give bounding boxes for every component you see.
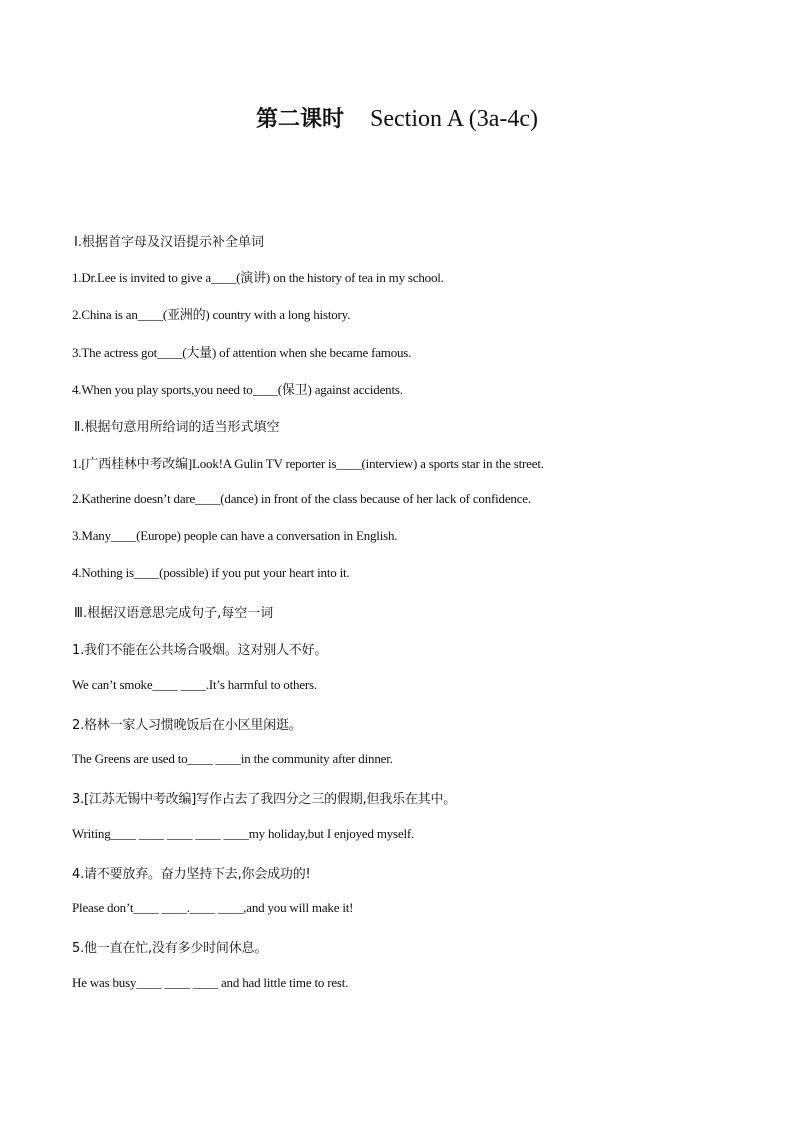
question-3-4-chinese: 4.请不要放弃。奋力坚持下去,你会成功的! bbox=[72, 867, 311, 882]
question-3-3-chinese: 3.[江苏无锡中考改编]写作占去了我四分之三的假期,但我乐在其中。 bbox=[72, 792, 457, 807]
question-2-3: 3.Many____(Europe) people can have a conversation in English. bbox=[72, 528, 398, 543]
question-1-4: 4.When you play sports,you need to____(保卫) against accidents. bbox=[72, 382, 403, 397]
question-3-3-english: Writing____ ____ ____ ____ ____my holiday,but I enjoyed myself. bbox=[72, 826, 415, 841]
page-title-chinese: 第二课时 bbox=[256, 107, 345, 132]
question-3-5-english: He was busy____ ____ ____ and had little time to rest. bbox=[72, 975, 349, 990]
section-2-heading: Ⅱ.根据句意用所给词的适当形式填空 bbox=[74, 420, 280, 435]
question-2-2: 2.Katherine doesn’t dare____(dance) in front of the class because of her lack of confidence. bbox=[72, 491, 531, 506]
question-1-2: 2.China is an____(亚洲的) country with a long history. bbox=[72, 307, 351, 322]
question-3-2-english: The Greens are used to____ ____in the community after dinner. bbox=[72, 751, 393, 766]
question-2-4: 4.Nothing is____(possible) if you put your heart into it. bbox=[72, 565, 350, 580]
page-title bbox=[0, 102, 794, 133]
question-2-1: 1.[广西桂林中考改编]Look!A Gulin TV reporter is____(interview) a sports star in the street. bbox=[72, 456, 544, 471]
section-3-heading: Ⅲ.根据汉语意思完成句子,每空一词 bbox=[74, 606, 274, 621]
question-1-1: 1.Dr.Lee is invited to give a____(演讲) on the history of tea in my school. bbox=[72, 270, 444, 285]
question-3-1-chinese: 1.我们不能在公共场合吸烟。这对别人不好。 bbox=[72, 643, 328, 658]
section-1-heading: Ⅰ.根据首字母及汉语提示补全单词 bbox=[74, 235, 264, 250]
question-3-2-chinese: 2.格林一家人习惯晚饭后在小区里闲逛。 bbox=[72, 718, 302, 733]
question-3-5-chinese: 5.他一直在忙,没有多少时间休息。 bbox=[72, 941, 268, 956]
question-3-4-english: Please don’t____ ____.____ ____,and you will make it! bbox=[72, 900, 354, 915]
question-3-1-english: We can’t smoke____ ____.It’s harmful to others. bbox=[72, 677, 317, 692]
question-1-3: 3.The actress got____(大量) of attention when she became famous. bbox=[72, 345, 412, 360]
page-title-english: Section A (3a-4c) bbox=[370, 106, 538, 132]
